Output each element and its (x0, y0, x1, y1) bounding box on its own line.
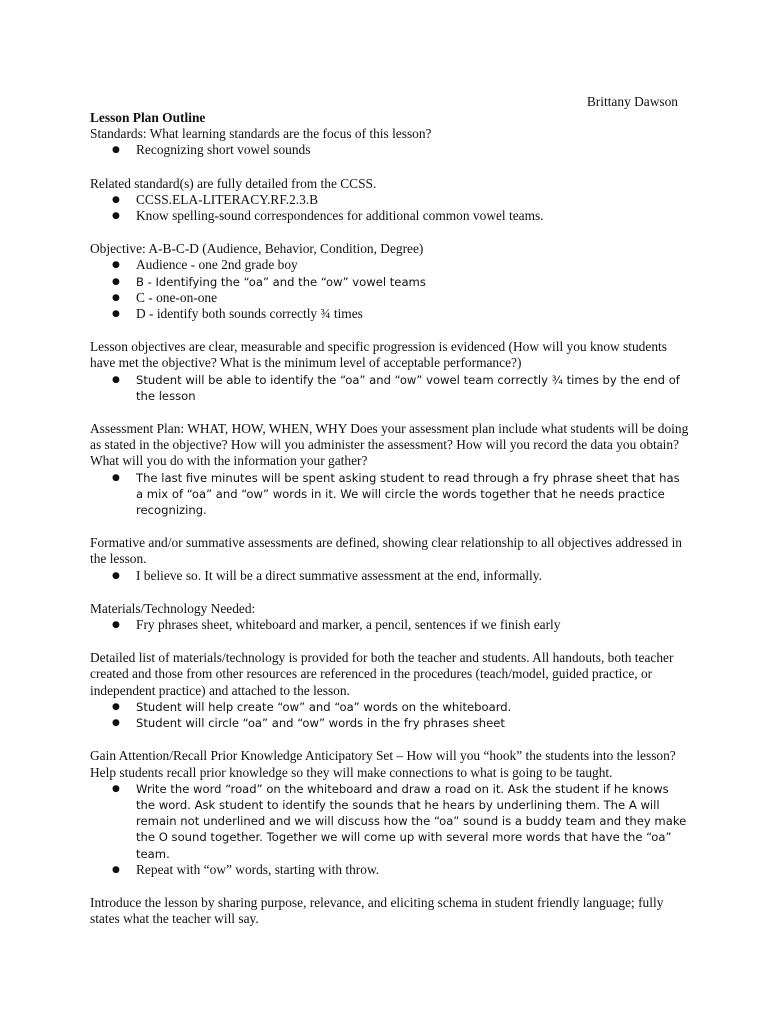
section-block (90, 339, 690, 404)
bullet-item: ● Recognizing short vowel sounds (90, 142, 690, 158)
bullet-item: ● Student will circle “oa” and “ow” words in the fry phrases sheet (90, 715, 690, 731)
bullet-item: ● The last five minutes will be spent asking student to read through a fry phrase sheet that has a mix of “oa” and “ow” words in it. We will circle the words together that he needs practice recognizing. (90, 470, 690, 519)
bullet-item: ● B - Identifying the “oa” and the “ow” vowel teams (90, 274, 690, 290)
author-name: Brittany Dawson (586, 94, 678, 109)
bullet-list (90, 781, 690, 878)
bullet-item: ● Know spelling-sound correspondences for additional common vowel teams. (90, 208, 690, 224)
bullet-list (90, 699, 690, 731)
section-prompt: Gain Attention/Recall Prior Knowledge Anticipatory Set – How will you “hook” the students into the lesson? Help students recall prior knowledge so they will make connections to what is going to be taught. (90, 748, 676, 780)
section-prompt: Objective: A-B-C-D (Audience, Behavior, Condition, Degree) (90, 241, 424, 257)
bullet-list (90, 372, 690, 404)
bullet-list (90, 568, 690, 584)
section-block (90, 241, 690, 322)
bullet-item: ● Student will be able to identify the “oa” and “ow” vowel team correctly ¾ times by the end of the lesson (90, 372, 690, 404)
document-title: Lesson Plan Outline (90, 110, 206, 125)
bullet-list (90, 192, 690, 224)
section-block (90, 748, 690, 878)
bullet-item: ● I believe so. It will be a direct summative assessment at the end, informally. (90, 568, 690, 584)
bullet-item: ● Fry phrases sheet, whiteboard and marker, a pencil, sentences if we finish early (90, 617, 690, 633)
bullet-item: ● CCSS.ELA-LITERACY.RF.2.3.B (90, 192, 690, 208)
section-prompt: Materials/Technology Needed: (90, 600, 256, 616)
section-block (90, 126, 690, 158)
section-prompt: Standards: What learning standards are the focus of this lesson? (90, 126, 432, 142)
bullet-item: ● Audience - one 2nd grade boy (90, 257, 690, 273)
sections-container (90, 126, 690, 927)
section-prompt: Introduce the lesson by sharing purpose, relevance, and eliciting schema in student friendly language; fully states what the teacher will say. (90, 894, 664, 927)
section-block (90, 650, 690, 731)
bullet-item: ● C - one-on-one (90, 290, 690, 306)
bullet-item: ● Student will help create “ow” and “oa” words on the whiteboard. (90, 699, 690, 715)
document-body (90, 110, 690, 944)
section-prompt: Assessment Plan: WHAT, HOW, WHEN, WHY Does your assessment plan include what students will be doing as stated in the objective? How will you administer the assessment? How will you record the data you obtain? What will you do with the information your gather? (90, 421, 689, 469)
section-block (90, 421, 690, 518)
bullet-list (90, 617, 690, 633)
section-prompt: Detailed list of materials/technology is provided for both the teacher and students. All handouts, both teacher created and those from other resources are referenced in the procedures (teach/model, guided practice, or independent practice) and attached to the lesson. (90, 650, 674, 698)
bullet-list (90, 257, 690, 322)
section-prompt: Formative and/or summative assessments are defined, showing clear relationship to all objectives addressed in the lesson. (90, 535, 683, 567)
section-prompt: Lesson objectives are clear, measurable and specific progression is evidenced (How will you know students have met the objective? What is the minimum level of acceptable performance?) (90, 339, 667, 371)
section-block (90, 601, 690, 633)
section-block (90, 176, 690, 225)
section-prompt: Related standard(s) are fully detailed from the CCSS. (90, 175, 377, 191)
section-block (90, 895, 690, 927)
bullet-list (90, 142, 690, 158)
bullet-item: ● D - identify both sounds correctly ¾ times (90, 306, 690, 322)
bullet-list (90, 470, 690, 519)
bullet-item: ● Write the word “road” on the whiteboard and draw a road on it. Ask the student if he knows the word. Ask student to identify the sounds that he hears by underlining them. The A will remain not underlined and we will discuss how the “oa” sound is a buddy team and they make the O sound together. Together we will come up with several more words that have the “oa” team. (90, 781, 690, 862)
bullet-item: ● Repeat with “ow” words, starting with throw. (90, 862, 690, 878)
section-block (90, 535, 690, 584)
